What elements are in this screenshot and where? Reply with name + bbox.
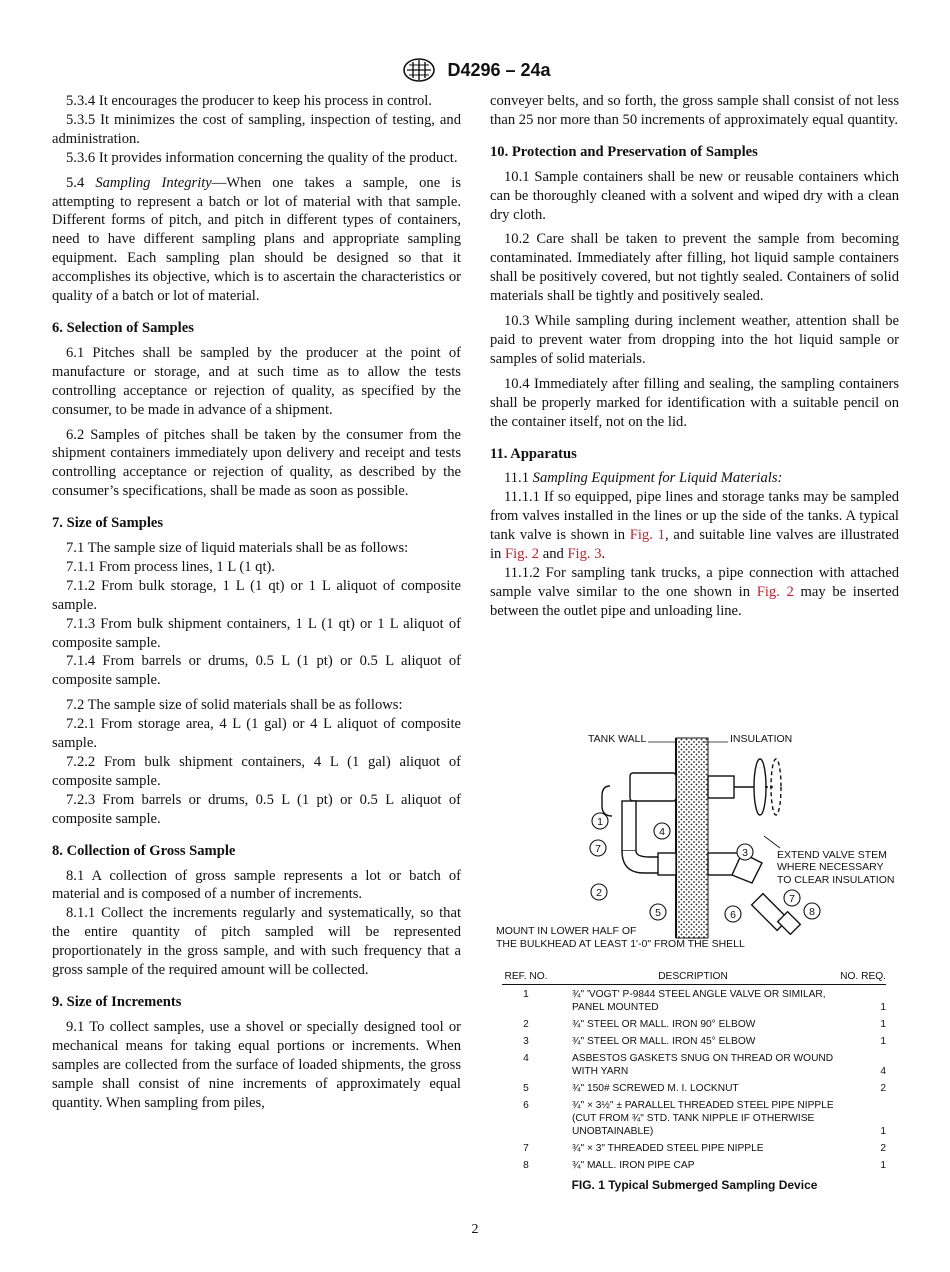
row-desc: ¾" MALL. IRON PIPE CAP bbox=[572, 1160, 695, 1171]
label-mount-1: MOUNT IN LOWER HALF OF bbox=[496, 925, 637, 937]
para-7-2: 7.2 The sample size of solid materials shall be as follows: bbox=[66, 697, 403, 714]
parts-table-header bbox=[502, 970, 886, 985]
label-tank-wall: TANK WALL bbox=[588, 733, 647, 745]
table-row bbox=[502, 988, 886, 1014]
heading-section-8: 8. Collection of Gross Sample bbox=[52, 842, 236, 859]
row-desc: ¾" × 3½" ± PARALLEL THREADED STEEL PIPE NIPPLE (CUT FROM ¾" STD. TANK NIPPLE IF OTHERWISE UNOBTAINABLE) bbox=[572, 1100, 834, 1137]
table-row bbox=[502, 1159, 886, 1172]
callout-7a-label: 7 bbox=[595, 843, 601, 855]
leader-extend bbox=[764, 836, 780, 848]
para-9-1-continued: conveyer belts, and so forth, the gross sample shall consist of not less than 25 nor more than 50 increments of approximately equal quantity. bbox=[490, 93, 899, 128]
astm-logo-icon bbox=[399, 58, 439, 82]
parts-table bbox=[502, 970, 886, 1176]
header-ref: REF. NO. bbox=[504, 971, 548, 982]
row-desc: ASBESTOS GASKETS SNUG ON THREAD OR WOUND WITH YARN bbox=[572, 1053, 834, 1077]
para-6-2: 6.2 Samples of pitches shall be taken by the consumer from the shipment containers immediately upon delivery and receipt and tests controlling acceptance or rejection of quality, as described by the consumer’s specifications, shall be made as soon as possible. bbox=[52, 426, 461, 500]
valve-body bbox=[630, 773, 676, 801]
row-desc: ¾" STEEL OR MALL. IRON 45° ELBOW bbox=[572, 1036, 756, 1047]
table-row bbox=[502, 1082, 886, 1095]
page-header bbox=[0, 58, 950, 82]
para-5-3-4: 5.3.4 It encourages the producer to keep his process in control. bbox=[66, 93, 432, 109]
row-req: 4 bbox=[880, 1066, 886, 1077]
callout-6-label: 6 bbox=[730, 909, 736, 921]
para-11-1-1-text-c: and bbox=[539, 546, 568, 563]
header-description: DESCRIPTION bbox=[658, 971, 728, 982]
para-8-1: 8.1 A collection of gross sample represents a lot or batch of material and is composed of a number of increments. bbox=[52, 867, 461, 903]
row-req: 1 bbox=[880, 1019, 886, 1030]
para-10-1: 10.1 Sample containers shall be new or reusable containers which can be thoroughly cleaned with a solvent and wiped dry with a clean dry cloth. bbox=[490, 168, 899, 223]
locknut bbox=[658, 853, 676, 875]
callout-4-label: 4 bbox=[659, 826, 665, 838]
para-7-1-2: 7.1.2 From bulk storage, 1 L (1 qt) or 1 L aliquot of composite sample. bbox=[52, 577, 461, 613]
valve-handwheel bbox=[754, 759, 766, 815]
label-mount-2: THE BULKHEAD AT LEAST 1'-0" FROM THE SHELL bbox=[496, 938, 745, 950]
row-ref: 8 bbox=[523, 1160, 529, 1171]
label-extend-3: TO CLEAR INSULATION bbox=[777, 874, 895, 886]
para-11-1-1 bbox=[490, 488, 899, 564]
para-5-4-body: —When one takes a sample, one is attempting to represent a batch or lot of material with that sample. Different forms of pitch, and pitch in different types of containers, need to have different sampling plans and appropriate sampling equipment. Each sampling plan should be designed so that it accomplishes its objective, which is to ascertain the characteristics or quality of a batch or lot of material. bbox=[52, 174, 461, 305]
link-fig-2[interactable]: Fig. 2 bbox=[505, 546, 540, 563]
callout-8-label: 8 bbox=[809, 906, 815, 918]
para-5-4-num: 5.4 bbox=[66, 174, 85, 191]
row-ref: 3 bbox=[523, 1036, 529, 1047]
para-11-1-1-text-d: . bbox=[601, 546, 606, 563]
para-9-1: 9.1 To collect samples, use a shovel or specially designed tool or mechanical means for taking equal portions or increments. When samples are collected from the surface of loaded shipments, the gross sample shall consist of nine increments of approximately equal quantity. When sampling from piles, bbox=[52, 1018, 461, 1111]
para-7-1-4: 7.1.4 From barrels or drums, 0.5 L (1 pt) or 0.5 L aliquot of composite sample. bbox=[52, 653, 461, 689]
row-desc: ¾" 'VOGT' P-9844 STEEL ANGLE VALVE OR SIMILAR, PANEL MOUNTED bbox=[572, 989, 826, 1013]
row-req: 2 bbox=[880, 1083, 886, 1094]
link-fig-1[interactable]: Fig. 1 bbox=[629, 527, 665, 544]
heading-section-10: 10. Protection and Preservation of Samples bbox=[490, 143, 758, 160]
label-extend-1: EXTEND VALVE STEM bbox=[777, 849, 887, 861]
para-10-2: 10.2 Care shall be taken to prevent the sample from becoming contaminated. Immediately after filling, hot liquid sample containers shall be positively covered, but not tightly sealed. Containers of solid materials shall be tightly and positively sealed. bbox=[490, 231, 899, 305]
row-ref: 5 bbox=[523, 1083, 529, 1094]
para-10-3: 10.3 While sampling during inclement weather, attention shall be paid to prevent water from dropping into the hot liquid sample or samples of solid materials. bbox=[490, 313, 899, 367]
page-number: 2 bbox=[471, 1222, 479, 1237]
para-7-1-3: 7.1.3 From bulk shipment containers, 1 L (1 qt) or 1 L aliquot of composite sample. bbox=[52, 615, 461, 651]
row-req: 1 bbox=[880, 1036, 886, 1047]
row-ref: 6 bbox=[523, 1100, 529, 1111]
insulation-hatch bbox=[676, 738, 708, 938]
sampling-device-diagram bbox=[490, 728, 910, 968]
para-5-4-title: Sampling Integrity bbox=[95, 174, 212, 191]
heading-section-9: 9. Size of Increments bbox=[52, 993, 182, 1010]
para-11-1-num: 11.1 bbox=[504, 470, 529, 487]
para-7-2-1: 7.2.1 From storage area, 4 L (1 gal) or 4 L aliquot of composite sample. bbox=[52, 716, 461, 752]
para-11-1 bbox=[490, 469, 899, 488]
right-column bbox=[490, 92, 899, 621]
callout-3-label: 3 bbox=[742, 847, 748, 859]
row-ref: 4 bbox=[523, 1053, 529, 1064]
para-11-1-1-text-b: , and suitable line valves are illustrated in bbox=[490, 527, 900, 563]
heading-section-11: 11. Apparatus bbox=[490, 445, 577, 462]
row-ref: 1 bbox=[523, 989, 529, 1000]
para-11-1-2-text-a: 11.1.2 For sampling tank trucks, a pipe connection with attached sample valve similar to the one shown in bbox=[490, 564, 899, 600]
para-5-4 bbox=[52, 174, 461, 306]
para-10-4: 10.4 Immediately after filling and sealing, the sampling containers shall be properly marked for identification with a suitable pencil on the container itself, not on the lid. bbox=[490, 375, 899, 430]
table-row bbox=[502, 1052, 886, 1078]
para-7-1: 7.1 The sample size of liquid materials shall be as follows: bbox=[66, 540, 409, 557]
table-row bbox=[502, 1142, 886, 1155]
row-desc: ¾" 150# SCREWED M. I. LOCKNUT bbox=[572, 1083, 739, 1094]
document-code: D4296 – 24a bbox=[447, 59, 551, 80]
para-5-3-5: 5.3.5 It minimizes the cost of sampling, inspection of testing, and administration. bbox=[52, 111, 461, 147]
row-req: 1 bbox=[880, 1002, 886, 1013]
table-row bbox=[502, 1099, 886, 1138]
callout-5-label: 5 bbox=[655, 907, 661, 919]
row-req: 1 bbox=[880, 1126, 886, 1137]
table-row bbox=[502, 1018, 886, 1031]
nipple-vertical bbox=[622, 801, 636, 851]
para-7-2-2: 7.2.2 From bulk shipment containers, 4 L (1 gal) aliquot of composite sample. bbox=[52, 754, 461, 789]
row-desc: ¾" × 3" THREADED STEEL PIPE NIPPLE bbox=[572, 1143, 764, 1154]
para-8-1-1: 8.1.1 Collect the increments regularly and systematically, so that the entire quantity of pitch sampled will be represented proportionately in the gross sample, and with such frequency that a gross sample of the required amount will be collected. bbox=[52, 905, 461, 979]
para-6-1: 6.1 Pitches shall be sampled by the producer at the point of manufacture or storage, and at such time as to allow the tests controlling acceptance or rejection of quality, as specified by the consumer, to be made in advance of a shipment. bbox=[52, 344, 461, 418]
callout-2-label: 2 bbox=[596, 887, 602, 899]
callout-7b-label: 7 bbox=[789, 893, 795, 905]
valve-stem-housing bbox=[708, 776, 734, 798]
link-fig-3[interactable]: Fig. 3 bbox=[567, 546, 602, 563]
table-row bbox=[502, 1035, 886, 1048]
label-extend-2: WHERE NECESSARY bbox=[777, 861, 884, 873]
para-5-3-6: 5.3.6 It provides information concerning the quality of the product. bbox=[66, 149, 458, 166]
row-desc: ¾" STEEL OR MALL. IRON 90° ELBOW bbox=[572, 1019, 756, 1030]
row-ref: 7 bbox=[523, 1143, 529, 1154]
figure-caption: FIG. 1 Typical Submerged Sampling Device bbox=[571, 1178, 818, 1192]
callout-1-label: 1 bbox=[597, 816, 603, 828]
para-11-1-2 bbox=[490, 564, 899, 621]
para-11-1-1-text-a: 11.1.1 If so equipped, pipe lines and storage tanks may be sampled from valves installed in the lines or up the side of the tanks. A typical tank valve is shown in bbox=[490, 489, 899, 544]
heading-section-7: 7. Size of Samples bbox=[52, 515, 164, 532]
row-ref: 2 bbox=[523, 1019, 529, 1030]
header-req: NO. REQ. bbox=[840, 971, 886, 982]
row-req: 2 bbox=[880, 1143, 886, 1154]
left-column bbox=[52, 92, 461, 1112]
heading-section-6: 6. Selection of Samples bbox=[52, 319, 194, 336]
row-req: 1 bbox=[880, 1160, 886, 1171]
para-7-1-1: 7.1.1 From process lines, 1 L (1 qt). bbox=[66, 558, 276, 575]
link-fig-2-second[interactable]: Fig. 2 bbox=[756, 583, 794, 600]
label-insulation: INSULATION bbox=[730, 733, 793, 745]
outlet-elbow-top bbox=[602, 786, 612, 816]
para-11-1-title: Sampling Equipment for Liquid Materials: bbox=[532, 470, 783, 487]
para-7-2-3: 7.2.3 From barrels or drums, 0.5 L (1 pt) or 0.5 L aliquot of composite sample. bbox=[52, 791, 461, 827]
para-11-1-2-text-b: may be inserted between the outlet pipe and unloading line. bbox=[490, 583, 899, 619]
